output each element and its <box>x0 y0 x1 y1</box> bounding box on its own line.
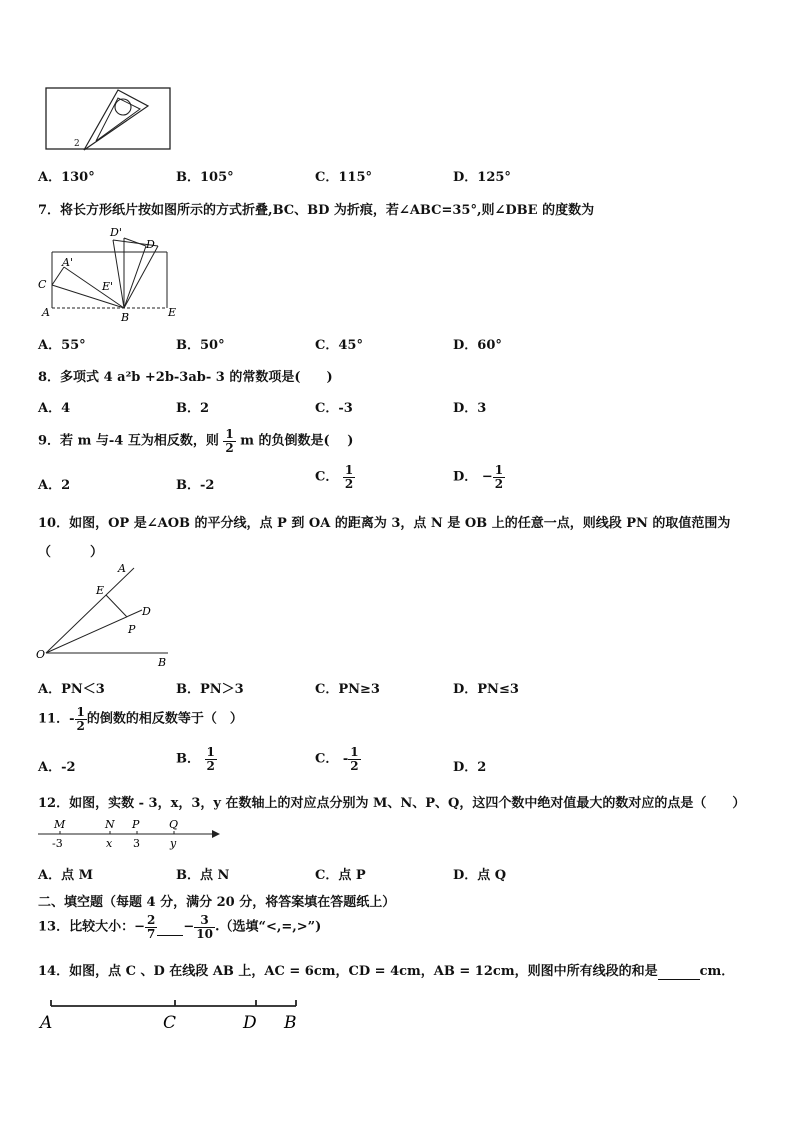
q9-fraction: $\frac{1}{2}$ <box>225 427 234 455</box>
q10-stem: 10．如图，OP 是∠AOB 的平分线，点 P 到 OA 的距离为 3，点 N 是 OB 上的任意一点，则线段 PN 的取值范围为 <box>38 516 731 531</box>
q7-stem: 7．将长方形纸片按如图所示的方式折叠,BC、BD 为折痕，若∠ABC=35°,则∠DBE 的度数为 <box>38 203 595 218</box>
q7-label-a: A <box>42 306 50 319</box>
q11-option-b-fraction: $\frac{1}{2}$ <box>206 745 215 773</box>
section-heading-fill-in: 二、填空题（每题 4 分，满分 20 分，将答案填在答题纸上） <box>38 895 396 910</box>
q7-option-b[interactable]: B．50° <box>176 338 225 353</box>
q6-option-b[interactable]: B．105° <box>176 170 234 185</box>
q10-option-c[interactable]: C．PN≥3 <box>315 682 380 697</box>
q12-value-n: x <box>106 837 113 850</box>
q6-option-a[interactable]: A．130° <box>38 170 95 185</box>
q12-option-d[interactable]: D．点 Q <box>453 868 507 883</box>
q7-option-c[interactable]: C．45° <box>315 338 363 353</box>
q6-option-d[interactable]: D．125° <box>453 170 511 185</box>
q7-figure <box>34 222 194 322</box>
q14-label-c: C <box>163 1013 177 1033</box>
q7-option-d[interactable]: D．60° <box>453 338 502 353</box>
q12-option-c[interactable]: C．点 P <box>315 868 366 883</box>
q10-label-d: D <box>142 605 151 618</box>
q10-label-b: B <box>158 656 167 669</box>
q12-value-q: y <box>170 837 177 850</box>
q7-label-a-prime: A' <box>62 256 73 269</box>
q6-figure-label: 2 <box>74 139 80 149</box>
q8-stem: 8．多项式 4 a²b +2b-3ab- 3 的常数项是( ) <box>38 370 333 385</box>
q9-option-d-fraction: $\frac{1}{2}$ <box>494 463 504 491</box>
q7-label-e-prime: E' <box>102 280 114 293</box>
q13-fraction-2: $\frac{3}{10}$ <box>196 913 213 941</box>
q12-point-p: P <box>132 818 140 831</box>
q10-paren: （ ） <box>38 545 104 560</box>
q8-option-a[interactable]: A．4 <box>38 401 71 416</box>
q12-stem: 12．如图，实数 - 3，x，3，y 在数轴上的对应点分别为 M、N、P、Q，这四个数中绝对值最大的数对应的点是（ ） <box>38 796 746 811</box>
q7-label-d: D <box>146 238 155 251</box>
q13-fraction-1: $\frac{2}{7}$ <box>146 913 156 941</box>
q12-option-b[interactable]: B．点 N <box>176 868 230 883</box>
q14-segment-figure <box>36 994 306 1038</box>
q8-option-c[interactable]: C．-3 <box>315 401 353 416</box>
q12-value-m: -3 <box>52 837 63 850</box>
q8-option-d[interactable]: D．3 <box>453 401 487 416</box>
q10-figure <box>34 560 184 672</box>
q7-option-a[interactable]: A．55° <box>38 338 86 353</box>
q11-option-c-fraction: $\frac{1}{2}$ <box>350 745 359 773</box>
q12-point-n: N <box>105 818 115 831</box>
q13-answer-blank[interactable] <box>157 920 183 936</box>
q6-option-c[interactable]: C．115° <box>315 170 372 185</box>
q10-option-b[interactable]: B．PN＞3 <box>176 682 244 697</box>
q14-label-a: A <box>40 1013 53 1033</box>
q9-option-d[interactable]: D． − $\frac{1}{2}$ <box>453 463 504 491</box>
q9-option-c[interactable]: C． $\frac{1}{2}$ <box>315 463 354 491</box>
q10-label-e: E <box>96 584 105 597</box>
q12-option-a[interactable]: A．点 M <box>38 868 94 883</box>
q9-stem: 9．若 m 与-4 互为相反数，则 $\frac{1}{2}$ m 的负倒数是( ) <box>38 427 354 455</box>
q7-label-c: C <box>38 278 47 291</box>
q9-option-a[interactable]: A．2 <box>38 478 71 493</box>
q11-fraction: $\frac{1}{2}$ <box>76 705 85 733</box>
q13-stem: 13．比较大小：− $\frac{2}{7}$ − $\frac{3}{10}$ .（选填“<,=,>”) <box>38 913 322 941</box>
q12-point-m: M <box>54 818 66 831</box>
q10-option-a[interactable]: A．PN＜3 <box>38 682 105 697</box>
q11-stem: 11．- $\frac{1}{2}$ 的倒数的相反数等于（ ） <box>38 705 243 733</box>
q11-option-b[interactable]: B． $\frac{1}{2}$ <box>176 745 215 773</box>
q10-option-d[interactable]: D．PN≤3 <box>453 682 519 697</box>
q11-option-c[interactable]: C． - $\frac{1}{2}$ <box>315 745 359 773</box>
q10-label-a: A <box>118 562 126 575</box>
q10-label-o: O <box>36 648 46 661</box>
q7-label-b: B <box>121 311 130 322</box>
q9-option-b[interactable]: B．-2 <box>176 478 215 493</box>
q9-option-c-fraction: $\frac{1}{2}$ <box>344 463 354 491</box>
q12-value-p: 3 <box>133 837 140 850</box>
q7-label-e: E <box>168 306 177 319</box>
q14-stem: 14．如图，点 C 、D 在线段 AB 上，AC = 6cm，CD = 4cm，AB = 12cm，则图中所有线段的和是 cm． <box>38 964 735 979</box>
q14-answer-blank[interactable] <box>658 964 700 980</box>
q12-number-line <box>36 814 226 852</box>
q11-option-a[interactable]: A．-2 <box>38 760 76 775</box>
q14-label-b: B <box>284 1013 297 1033</box>
q12-point-q: Q <box>169 818 179 831</box>
q7-label-d-prime: D' <box>110 226 122 239</box>
q6-figure <box>44 86 174 152</box>
q8-option-b[interactable]: B．2 <box>176 401 210 416</box>
q14-label-d: D <box>243 1013 257 1033</box>
q11-option-d[interactable]: D．2 <box>453 760 487 775</box>
q10-label-p: P <box>128 623 136 636</box>
